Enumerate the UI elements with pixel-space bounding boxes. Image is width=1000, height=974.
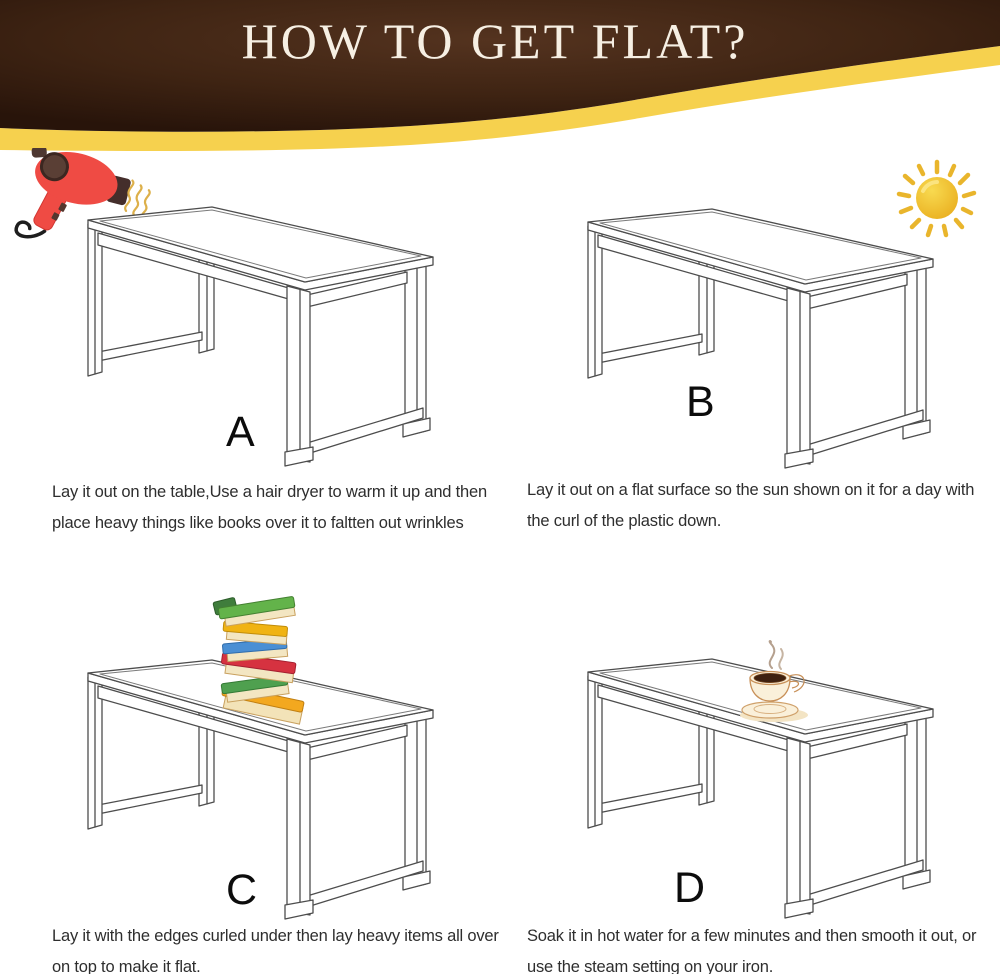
table-illustration-b [585,202,937,474]
caption-c-line-1: Lay it with the edges curled under then lay heavy items all over [52,927,499,945]
caption-d-line-2: use the steam setting on your iron. [527,958,774,974]
caption-a-line-2: place heavy things like books over it to faltten out wrinkles [52,514,464,532]
caption-a [52,477,487,539]
caption-b-line-2: the curl of the plastic down. [527,512,722,530]
option-letter-b: B [686,378,715,426]
caption-d-line-1: Soak it in hot water for a few minutes and then smooth it out, or [527,927,977,945]
caption-c-line-2: on top to make it flat. [52,958,201,974]
caption-b [527,475,974,537]
book-stack-icon [212,596,312,726]
coffee-cup-icon [722,640,822,726]
caption-d [527,921,976,974]
option-letter-a: A [226,408,255,456]
table-illustration-a [85,200,437,472]
caption-b-line-1: Lay it out on a flat surface so the sun shown on it for a day with [527,481,975,499]
caption-a-line-1: Lay it out on the table,Use a hair dryer to warm it up and then [52,483,487,501]
page-title: HOW TO GET FLAT? [241,13,749,69]
caption-c [52,921,499,974]
option-letter-c: C [226,866,258,914]
option-letter-d: D [674,864,706,912]
